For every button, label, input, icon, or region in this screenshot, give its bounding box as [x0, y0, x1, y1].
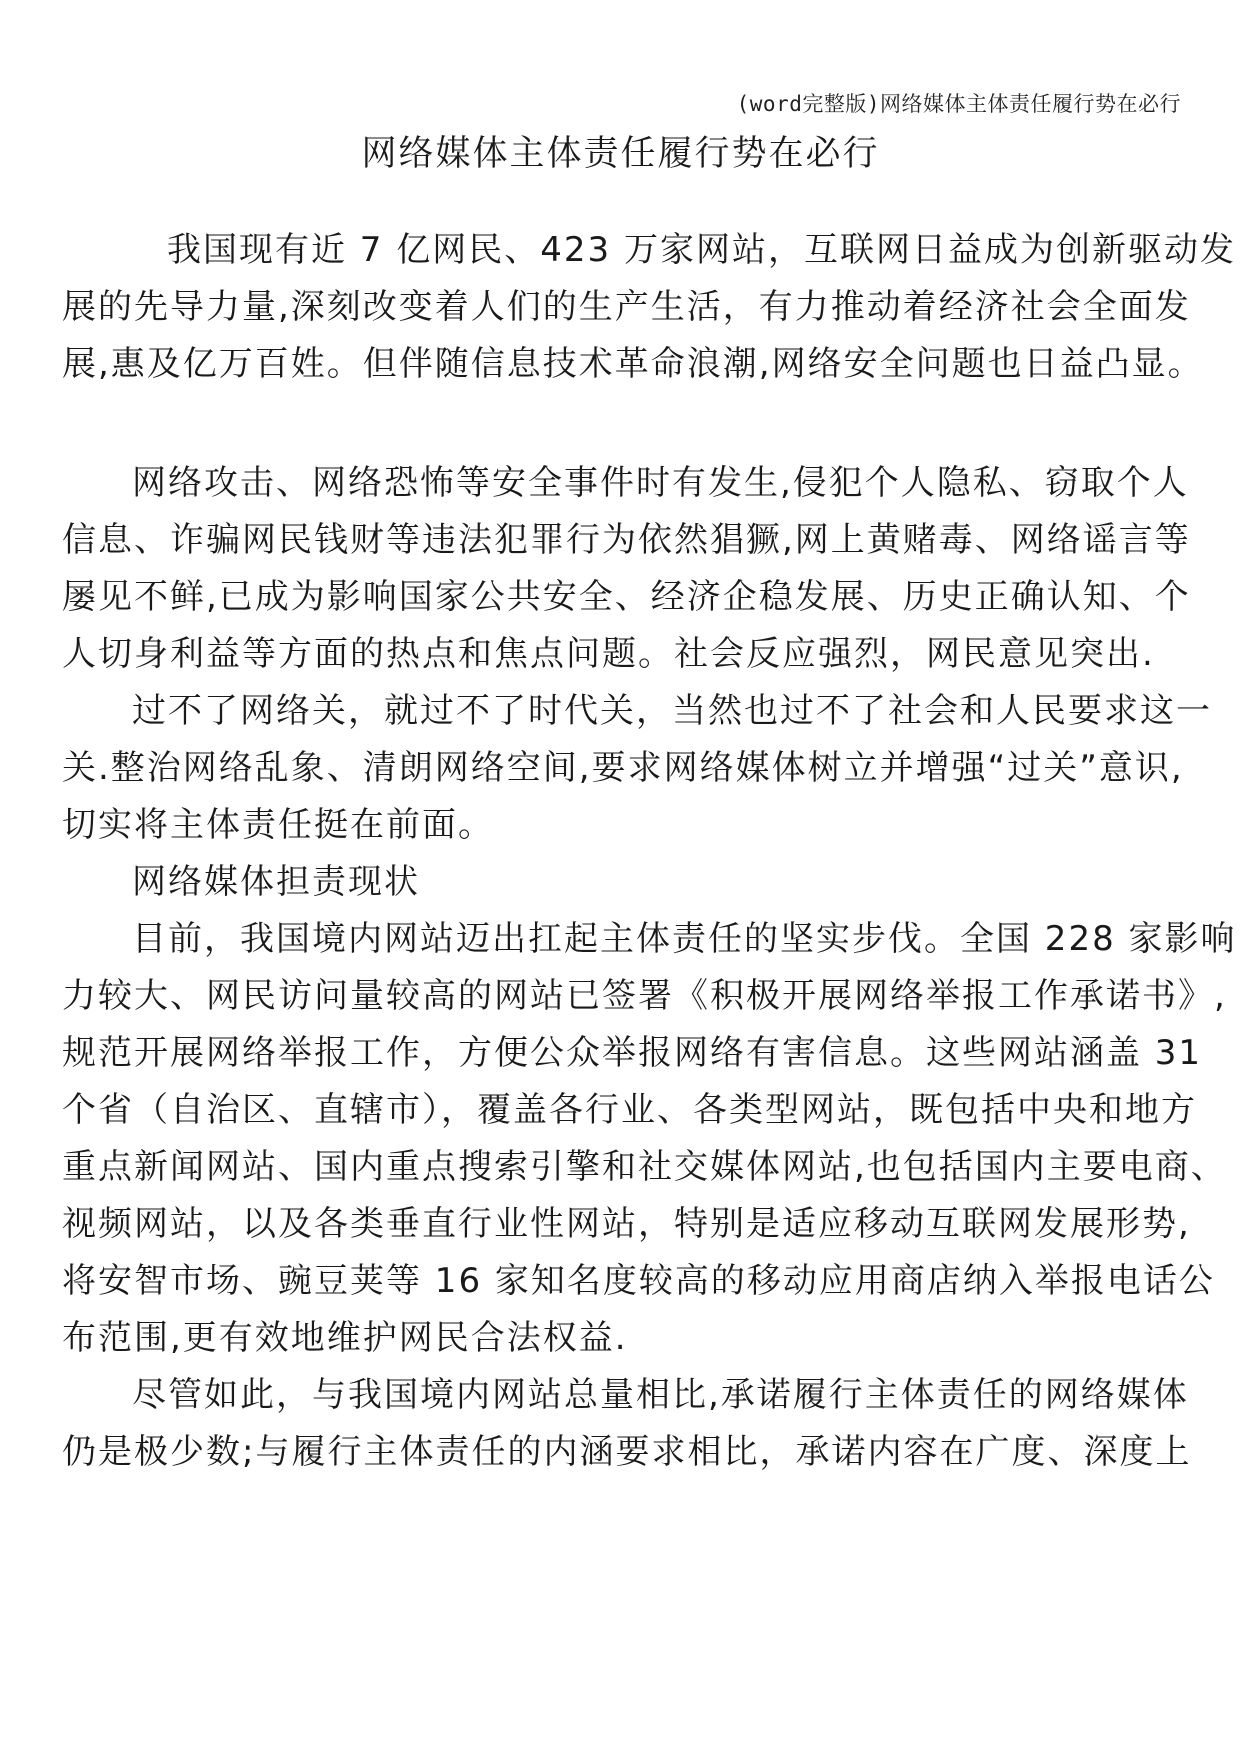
page-title: 网络媒体主体责任履行势在必行 [361, 134, 880, 174]
paragraph-line: 力较大、网民访问量较高的网站已签署《积极开展网络举报工作承诺书》, [62, 976, 1227, 1016]
paragraph-line: 仍是极少数;与履行主体责任的内涵要求相比，承诺内容在广度、深度上 [62, 1432, 1192, 1472]
paragraph-6 [62, 1367, 1192, 1481]
paragraph-2 [62, 455, 1191, 683]
paragraph-line: 目前，我国境内网站迈出扛起主体责任的坚实步伐。全国 228 家影响 [132, 919, 1237, 959]
paragraph-line: 信息、诈骗网民钱财等违法犯罪行为依然猖獗,网上黄赌毒、网络谣言等 [62, 520, 1191, 560]
paragraph-line: 重点新闻网站、国内重点搜索引擎和社交媒体网站,也包括国内主要电商、 [62, 1147, 1227, 1187]
section-heading [62, 854, 1179, 911]
paragraph-line: 视频网站，以及各类垂直行业性网站，特别是适应移动互联网发展形势, [62, 1204, 1191, 1244]
paragraph-line: 切实将主体责任挺在前面。 [62, 805, 494, 845]
paragraph-line: 展,惠及亿万百姓。但伴随信息技术革命浪潮,网络安全问题也日益凸显。 [62, 344, 1204, 384]
paragraph-3 [62, 683, 1212, 854]
paragraph-line: 关.整治网络乱象、清朗网络空间,要求网络媒体树立并增强“过关”意识, [62, 748, 1184, 788]
paragraph-line: 展的先导力量,深刻改变着人们的生产生活，有力推动着经济社会全面发 [62, 287, 1191, 327]
running-header: (word完整版)网络媒体主体责任履行势在必行 [736, 92, 1181, 116]
paragraph-line: 规范开展网络举报工作，方便公众举报网络有害信息。这些网站涵盖 31 [62, 1033, 1203, 1073]
paragraph-line: 屡见不鲜,已成为影响国家公共安全、经济企稳发展、历史正确认知、个 [62, 577, 1191, 617]
paragraph-line: 过不了网络关，就过不了时代关，当然也过不了社会和人民要求这一 [132, 691, 1212, 731]
paragraph-line: 网络攻击、网络恐怖等安全事件时有发生,侵犯个人隐私、窃取个人 [132, 463, 1189, 503]
section-heading-text: 网络媒体担责现状 [132, 862, 420, 902]
paragraph-5 [62, 911, 1237, 1367]
paragraph-line: 我国现有近 7 亿网民、423 万家网站，互联网日益成为创新驱动发 [167, 230, 1236, 270]
paragraph-line: 人切身利益等方面的热点和焦点问题。社会反应强烈，网民意见突出. [62, 634, 1155, 674]
paragraph-1 [62, 222, 1236, 393]
paragraph-line: 布范围,更有效地维护网民合法权益. [62, 1318, 628, 1358]
paragraph-line: 个省（自治区、直辖市），覆盖各行业、各类型网站，既包括中央和地方 [62, 1090, 1197, 1130]
paragraph-line: 将安智市场、豌豆荚等 16 家知名度较高的移动应用商店纳入举报电话公 [62, 1261, 1215, 1301]
paragraph-line: 尽管如此，与我国境内网站总量相比,承诺履行主体责任的网络媒体 [132, 1375, 1189, 1415]
